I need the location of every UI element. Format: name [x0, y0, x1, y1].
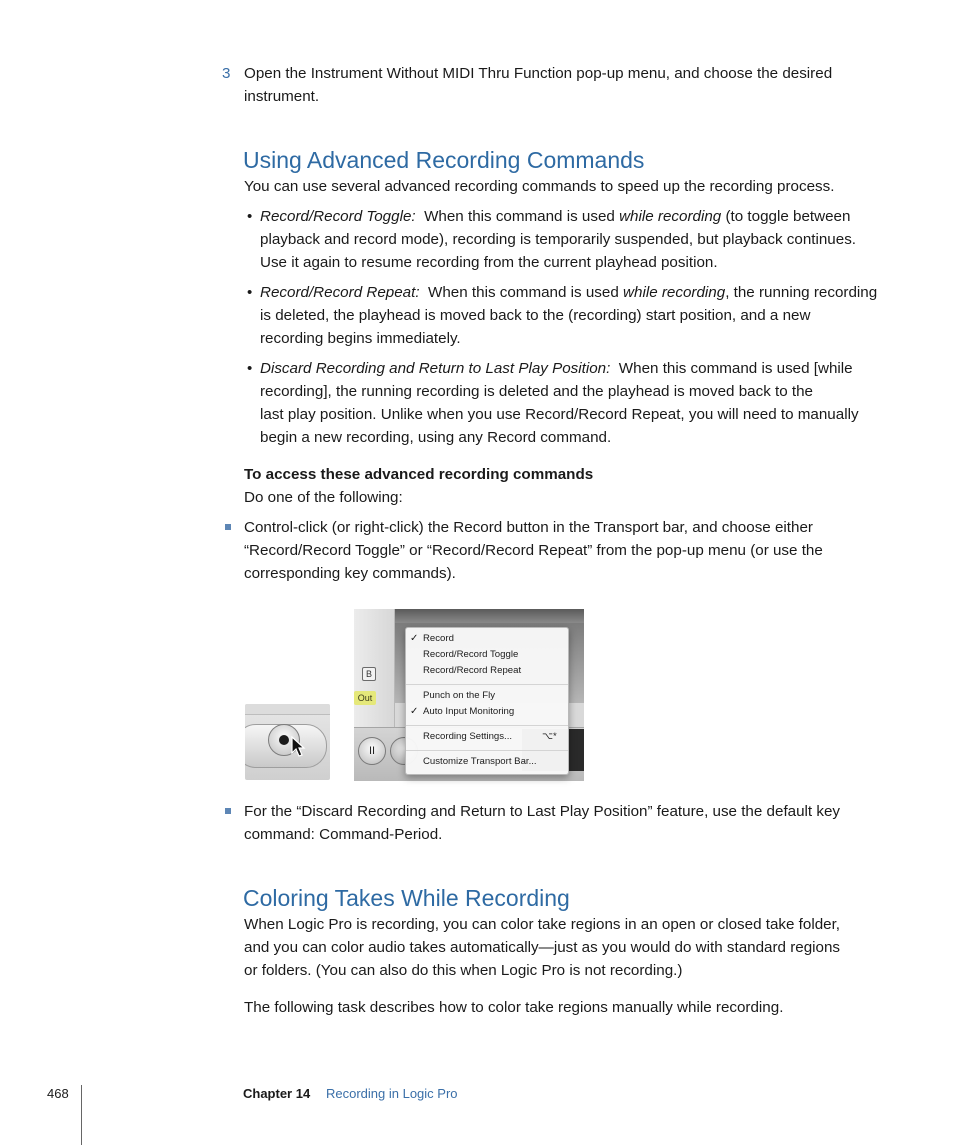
- pause-button[interactable]: II: [358, 737, 386, 765]
- bullet-1-text-a: When this command is used: [424, 208, 615, 225]
- square-item-2-line-1: For the “Discard Recording and Return to Last Play Position” feature, use the default key: [244, 803, 840, 820]
- checkmark-icon: ✓: [410, 706, 419, 717]
- bullet-2-line-2: is deleted, the playhead is moved back to the (recording) start position, and a new: [260, 307, 811, 324]
- section2-paragraph-1-line-2: and you can color audio takes automatically—just as you would do with standard regions: [244, 939, 841, 956]
- bullet-1-line-2: playback and record mode), recording is temporarily suspended, but playback continues.: [260, 231, 857, 248]
- record-popup-menu: [405, 627, 569, 775]
- bullet-marker: •: [247, 208, 253, 225]
- section2-paragraph-2: The following task describes how to color take regions manually while recording.: [244, 999, 784, 1016]
- checkmark-icon: ✓: [410, 633, 419, 644]
- bullet-2-text-b: , the running recording: [725, 284, 878, 301]
- bullet-2-emphasis: while recording: [623, 284, 726, 301]
- bullet-2-lead: Record/Record Repeat:: [260, 284, 420, 301]
- bounce-badge: B: [362, 667, 376, 681]
- bullet-2-text-a: When this command is used: [428, 284, 619, 301]
- bullet-3-lead: Discard Recording and Return to Last Play Position:: [260, 360, 611, 377]
- square-item-1-line-3: corresponding key commands).: [244, 565, 456, 582]
- square-bullet-icon: [225, 808, 231, 814]
- menu-item-record-repeat[interactable]: Record/Record Repeat: [423, 665, 522, 676]
- output-badge: Out: [354, 691, 376, 705]
- square-item-1-line-2: “Record/Record Toggle” or “Record/Record Repeat” from the pop-up menu (or use the: [244, 542, 823, 559]
- menu-divider: [406, 684, 568, 685]
- footer-chapter-title[interactable]: Recording in Logic Pro: [326, 1086, 458, 1101]
- footer-rule: [81, 1085, 82, 1145]
- menu-item-punch-on-the-fly[interactable]: Punch on the Fly: [423, 690, 495, 701]
- bullet-3-line-4: begin a new recording, using any Record command.: [260, 429, 612, 446]
- bullet-marker: •: [247, 284, 253, 301]
- page-number: 468: [47, 1086, 69, 1101]
- record-dot-icon: [279, 735, 289, 745]
- footer-chapter: Chapter 14: [243, 1086, 311, 1101]
- section2-paragraph-1-line-3: or folders. (You can also do this when Logic Pro is not recording.): [244, 962, 683, 979]
- bullet-3-line-3: last play position. Unlike when you use Record/Record Repeat, you will need to manually: [260, 406, 859, 423]
- bullet-2-line-1: [260, 281, 877, 304]
- bullet-1-line-1: [260, 205, 850, 228]
- step-text-line-2: instrument.: [244, 88, 320, 105]
- section-intro: You can use several advanced recording commands to speed up the recording process.: [244, 178, 835, 195]
- bullet-3-text-a: When this command is used [while: [618, 360, 853, 377]
- bullet-1-line-3: Use it again to resume recording from the current playhead position.: [260, 254, 718, 271]
- section2-paragraph-1-line-1: When Logic Pro is recording, you can color take regions in an open or closed take folder,: [244, 916, 841, 933]
- bullet-3-line-2: recording], the running recording is deleted and the playhead is moved back to the: [260, 383, 814, 400]
- menu-item-customize-transport-bar[interactable]: Customize Transport Bar...: [423, 756, 537, 767]
- section-heading-coloring-takes: Coloring Takes While Recording: [243, 885, 570, 911]
- menu-item-record-toggle[interactable]: Record/Record Toggle: [423, 649, 519, 660]
- task-heading: To access these advanced recording commands: [244, 466, 594, 483]
- bullet-1-text-b: (to toggle between: [725, 208, 851, 225]
- menu-divider: [406, 725, 568, 726]
- bullet-3-line-1: [260, 357, 853, 380]
- menu-shortcut: ⌥*: [542, 731, 557, 742]
- step-number: 3: [222, 65, 231, 82]
- bullet-marker: •: [247, 360, 253, 377]
- window-top-strip: [395, 609, 584, 623]
- menu-divider: [406, 750, 568, 751]
- section-heading-advanced-recording: Using Advanced Recording Commands: [243, 147, 645, 173]
- menu-item-auto-input-monitoring[interactable]: Auto Input Monitoring: [423, 706, 515, 717]
- square-bullet-icon: [225, 524, 231, 530]
- bullet-1-lead: Record/Record Toggle:: [260, 208, 416, 225]
- mouse-pointer-icon: [291, 736, 307, 758]
- menu-item-recording-settings[interactable]: Recording Settings...: [423, 731, 513, 742]
- transport-bar-top-strip: [245, 704, 330, 715]
- bullet-1-emphasis: while recording: [619, 208, 722, 225]
- square-item-2-line-2: command: Command-Period.: [244, 826, 443, 843]
- bullet-2-line-3: recording begins immediately.: [260, 330, 461, 347]
- task-intro: Do one of the following:: [244, 489, 403, 506]
- step-text-line-1: Open the Instrument Without MIDI Thru Function pop-up menu, and choose the desired: [244, 65, 833, 82]
- square-item-1-line-1: Control-click (or right-click) the Record button in the Transport bar, and choose either: [244, 519, 813, 536]
- menu-item-record[interactable]: Record: [423, 633, 454, 644]
